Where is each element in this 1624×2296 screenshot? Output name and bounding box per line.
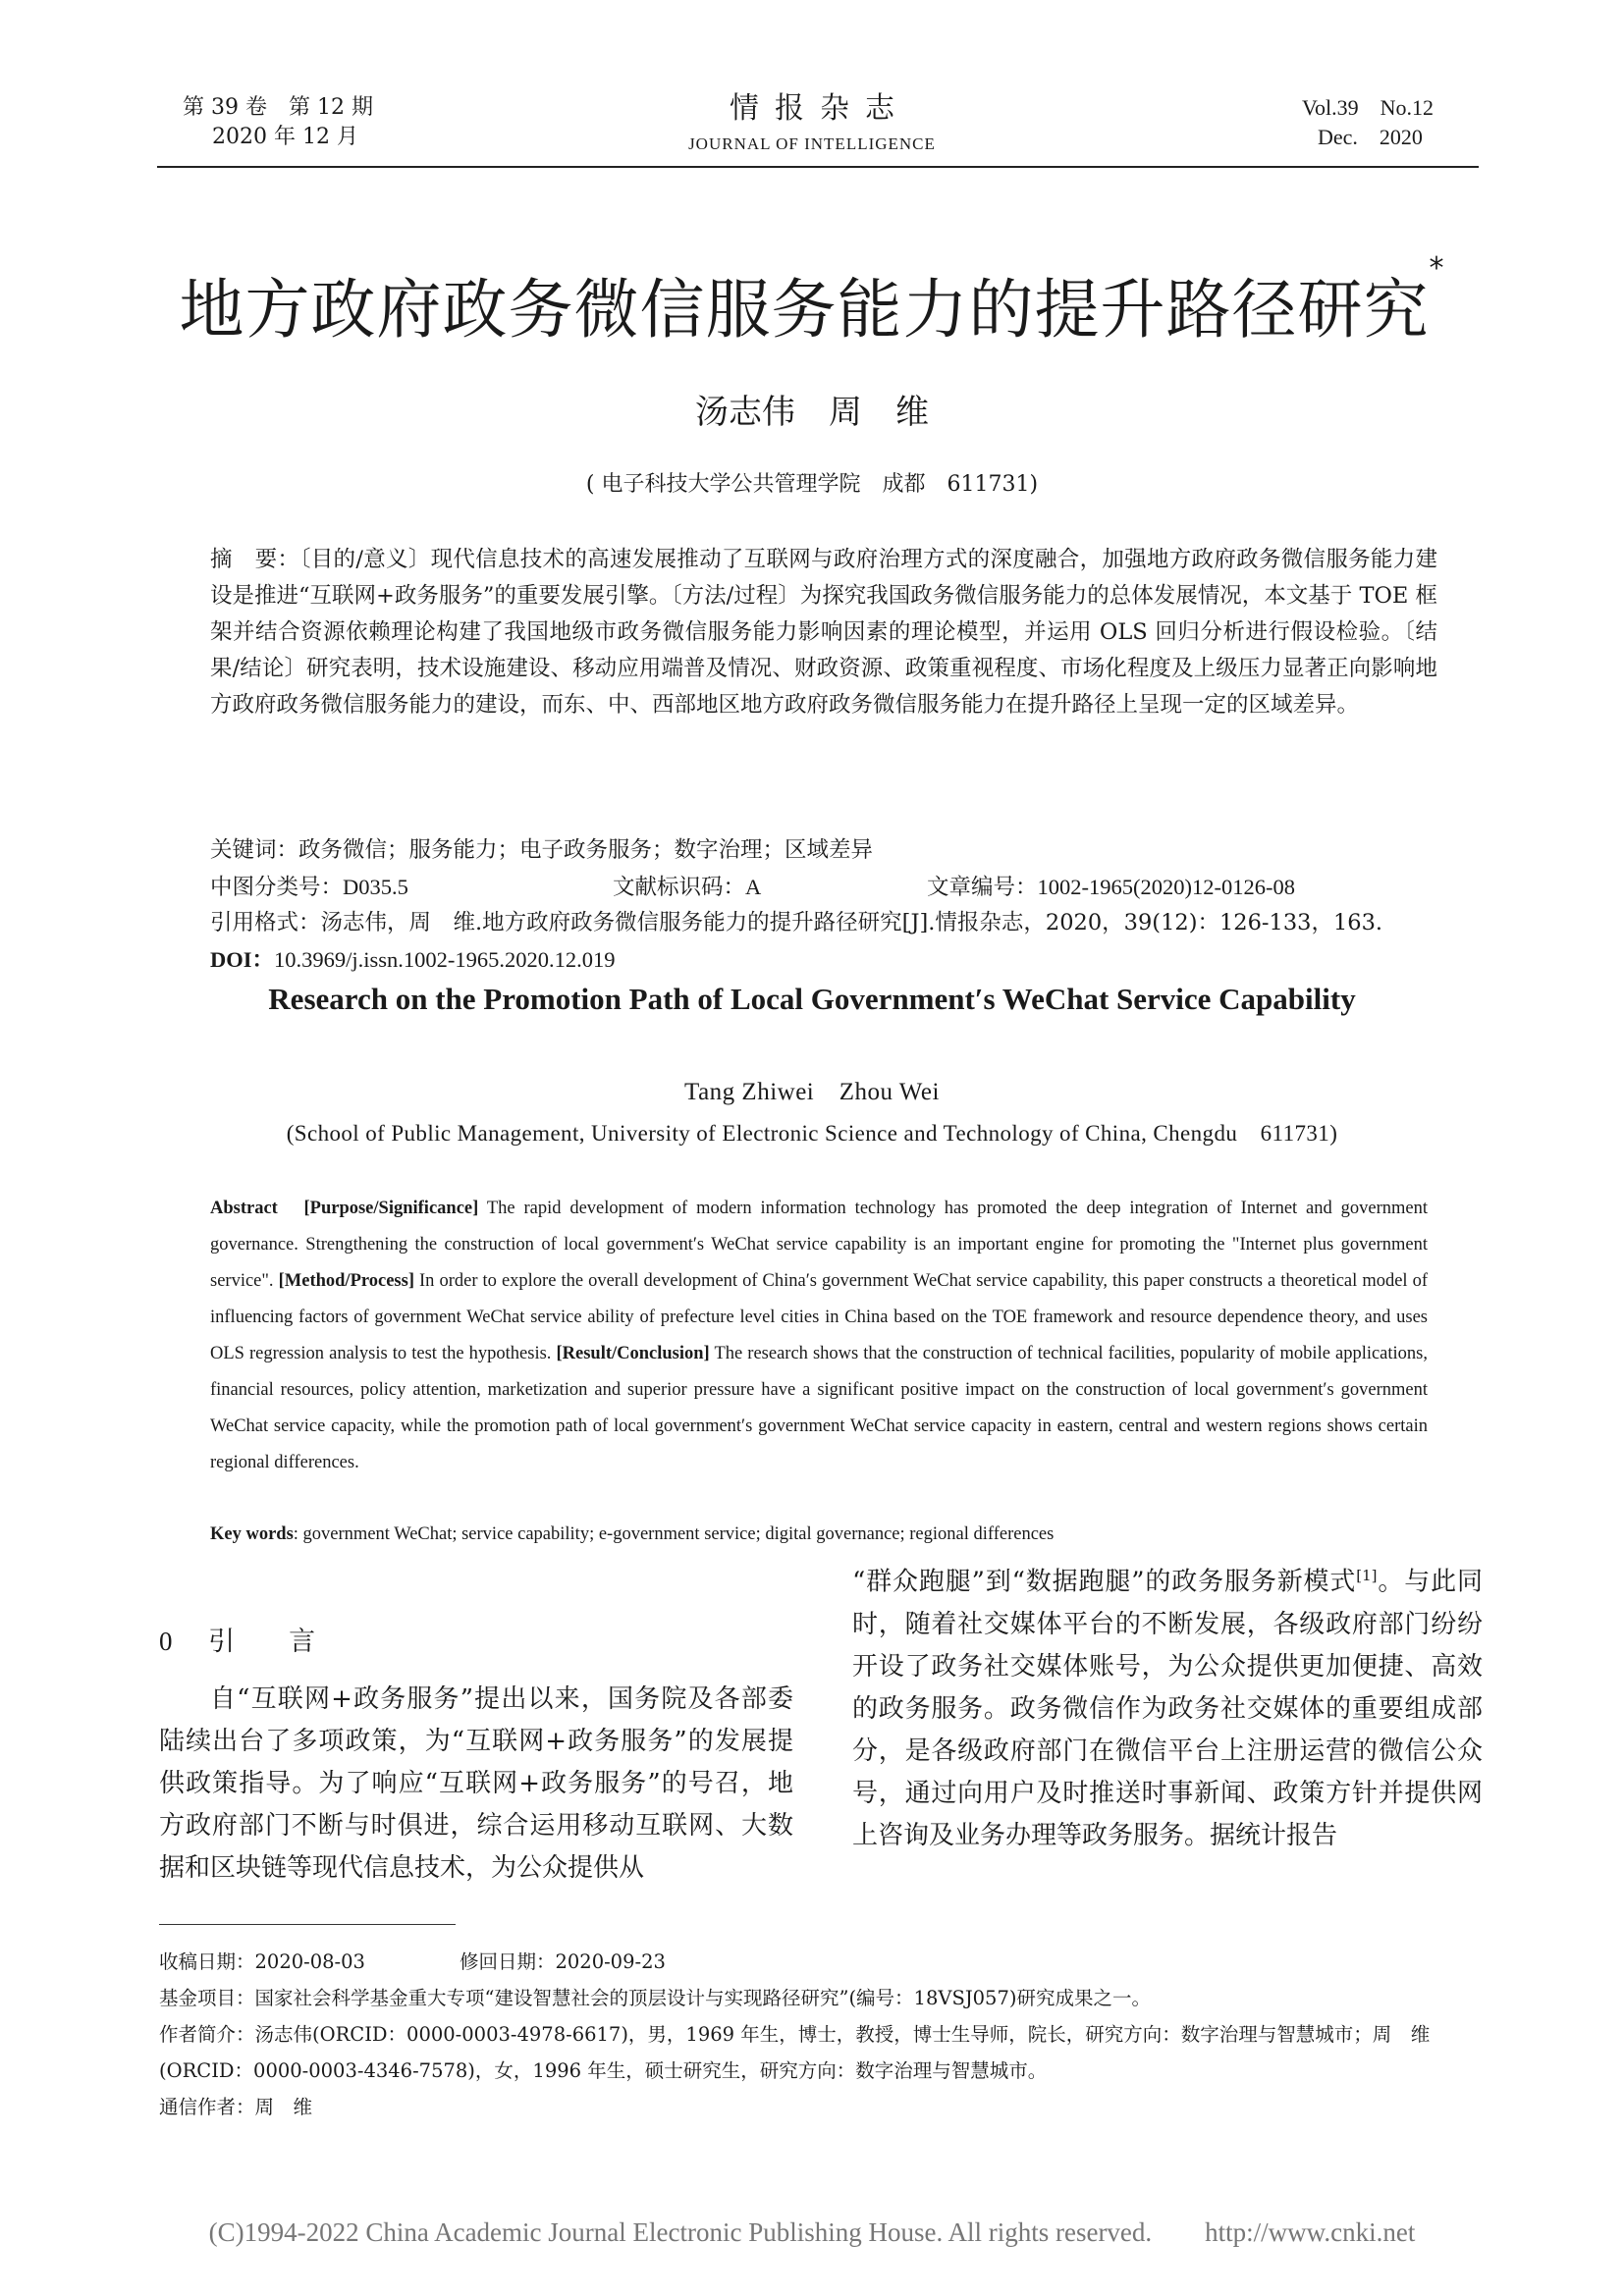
revised-label: 修回日期：: [459, 1950, 556, 1973]
keywords-cn-text: 政务微信；服务能力；电子政务服务；数字治理；区域差异: [298, 837, 874, 863]
abstract-cn-text: 〔目的/意义〕现代信息技术的高速发展推动了互联网与政府治理方式的深度融合，加强地方政府政务微信服务能力建设是推进“互联网+政务服务”的重要发展引擎。〔方法/过程〕为探究我国政务微信服务能力的总体发展情况，本文基于 TOE 框架并结合资源依赖理论构建了我国地级市政务微信服务能力影响因素的理论模型，并运用 OLS 回归分析进行假设检验。〔结果/结论〕研究表明，技术设施建设、移动应用端普及情况、财政资源、政策重视程度、市场化程度及上级压力显著正向影响地方政府政务微信服务能力的建设，而东、中、西部地区地方政府政务微信服务能力在提升路径上呈现一定的区域差异。: [210, 547, 1437, 718]
header-date-cn: 2020 年 12 月: [212, 125, 358, 149]
purpose-text: The rapid development of modern information technology has promoted the deep integration of Internet and government governance. Strengthening the construction of local government′s WeChat service capability is an important engine for promoting the "Internet plus government service".: [210, 1199, 1429, 1291]
corresponding-label: 通信作者：: [159, 2096, 255, 2118]
keywords-cn: [210, 832, 1437, 869]
fund-label: 基金项目：: [159, 1987, 255, 2009]
affiliation-en: (School of Public Management, University of Electronic Science and Technology of China, Chengdu 611731): [286, 1121, 1338, 1146]
bio-row-1: [159, 2016, 1485, 2053]
authors-cn: 汤志伟 周 维: [695, 393, 929, 432]
article-title: [0, 251, 1624, 350]
keywords-en-text: : government WeChat; service capability; e-government service; digital governance; regional differences: [293, 1524, 1055, 1544]
doi-value: 10.3969/j.issn.1002-1965.2020.12.019: [274, 947, 616, 972]
doc-code-value: A: [745, 875, 762, 899]
corresponding-value: 周 维: [254, 2096, 313, 2118]
body-right-text-b: 。与此同时，随着社交媒体平台的不断发展，各级政府部门纷纷开设了政务社交媒体账号，为公众提供更加便捷、高效的政务服务。政务微信作为政务社交媒体的重要组成部分，是各级政府部门在微信平台上注册运营的微信公众号，通过向用户及时推送时事新闻、政策方针并提供网上咨询及业务办理等政务服务。据统计报告: [852, 1567, 1483, 1850]
received-label: 收稿日期：: [159, 1950, 255, 1973]
doc-code-label: 文献标识码：: [613, 875, 746, 900]
journal-name-en: JOURNAL OF INTELLIGENCE: [688, 134, 936, 153]
section-heading: [159, 1620, 329, 1658]
body-column-right: [852, 1555, 1483, 1857]
journal-name-cn: 情报杂志: [730, 91, 910, 126]
body-column-left: [159, 1679, 793, 1890]
dates-row: [159, 1944, 1485, 1980]
section-number: 0: [159, 1627, 187, 1656]
footnote-divider: [159, 1924, 456, 1925]
method-text: In order to explore the overall development of China′s government WeChat service capability, this paper constructs a theoretical model of influencing factors of government WeChat service ability of prefecture level cities in China based on the TOE framework and resource dependence theory, and uses OLS regression analysis to test the hypothesis.: [210, 1271, 1429, 1363]
title-footnote-mark: *: [1429, 251, 1445, 286]
clc-value: D035.5: [343, 875, 408, 899]
article-no-label: 文章编号：: [927, 875, 1038, 900]
result-text: The research shows that the construction of technical facilities, popularity of mobile applications, financial resources, policy attention, marketization and superior pressure have a significant positive impact on the construction of local government′s government WeChat service capacity, while the promotion path of local government′s government WeChat service capacity in eastern, central and western regions shows certain regional differences.: [210, 1344, 1428, 1472]
bio-label: 作者简介：: [159, 2023, 255, 2046]
fund-text: 国家社会科学基金重大专项“建设智慧社会的顶层设计与实现路径研究”(编号：18VSJ057)研究成果之一。: [254, 1987, 1151, 2009]
citation-row: [210, 905, 1437, 941]
method-label: [Method/Process]: [278, 1271, 414, 1291]
received-value: 2020-08-03: [254, 1950, 365, 1973]
revised-value: 2020-09-23: [555, 1950, 666, 1973]
reference-mark[interactable]: [1]: [1356, 1567, 1378, 1584]
result-label: [Result/Conclusion]: [556, 1344, 710, 1363]
body-paragraph-left: 自“互联网+政务服务”提出以来，国务院及各部委陆续出台了多项政策，为“互联网+政务服务”的发展提供政策指导。为了响应“互联网+政务服务”的号召，地方政府部门不断与时俱进，综合运用移动互联网、大数据和区块链等现代信息技术，为公众提供从: [159, 1684, 793, 1883]
corresponding-row: [159, 2089, 1485, 2125]
keywords-en-label: Key words: [210, 1524, 294, 1544]
section-title: 引 言: [208, 1627, 330, 1657]
abstract-en-label: Abstract: [210, 1199, 278, 1218]
purpose-label: [Purpose/Significance]: [303, 1199, 479, 1218]
clc-label: 中图分类号：: [210, 875, 344, 900]
article-title-en: Research on the Promotion Path of Local Government′s WeChat Service Capability: [268, 982, 1356, 1016]
bio-text-1: 汤志伟(ORCID：0000-0003-4978-6617)，男，1969 年生，博士，教授，博士生导师，院长，研究方向：数字治理与智慧城市；周 维: [254, 2023, 1431, 2046]
header-divider: [157, 166, 1479, 168]
bio-row-2: (ORCID：0000-0003-4346-7578)，女，1996 年生，硕士研究生，研究方向：数字治理与智慧城市。: [159, 2059, 1048, 2082]
body-right-text-a: “群众跑腿”到“数据跑腿”的政务服务新模式: [852, 1567, 1357, 1597]
header-volume-issue-cn: 第 39 卷 第 12 期: [183, 95, 373, 120]
header-volume-block-en: [1302, 93, 1434, 152]
body-paragraph-right: [852, 1555, 1483, 1857]
citation-text: 汤志伟，周 维.地方政府政务微信服务能力的提升路径研究[J].情报杂志，2020，39(12)：126-133，163.: [320, 910, 1383, 935]
doi-row: [210, 941, 1437, 979]
authors-en: Tang Zhiwei Zhou Wei: [684, 1079, 940, 1105]
abstract-cn-label: 摘 要：: [210, 547, 300, 572]
abstract-cn: [210, 542, 1437, 723]
article-no-value: 1002-1965(2020)12-0126-08: [1037, 875, 1295, 899]
header-volume-issue-en: Vol.39 No.12: [1302, 95, 1435, 120]
affiliation-cn: ( 电子科技大学公共管理学院 成都 611731): [585, 472, 1039, 497]
abstract-en: [210, 1191, 1428, 1481]
keywords-en: [210, 1520, 1428, 1549]
keywords-cn-label: 关键词：: [210, 837, 299, 863]
footnotes: [159, 1944, 1485, 2125]
header-date-en: Dec. 2020: [1318, 125, 1423, 149]
citation-label: 引用格式：: [210, 910, 321, 935]
classification-row: [210, 869, 1437, 905]
fund-row: [159, 1980, 1485, 2016]
copyright-notice: (C)1994-2022 China Academic Journal Electronic Publishing House. All rights reserved. http://www.cnki.net: [208, 2217, 1416, 2247]
article-title-text: 地方政府政务微信服务能力的提升路径研究: [179, 272, 1430, 347]
doi-label: DOI：: [210, 947, 275, 972]
